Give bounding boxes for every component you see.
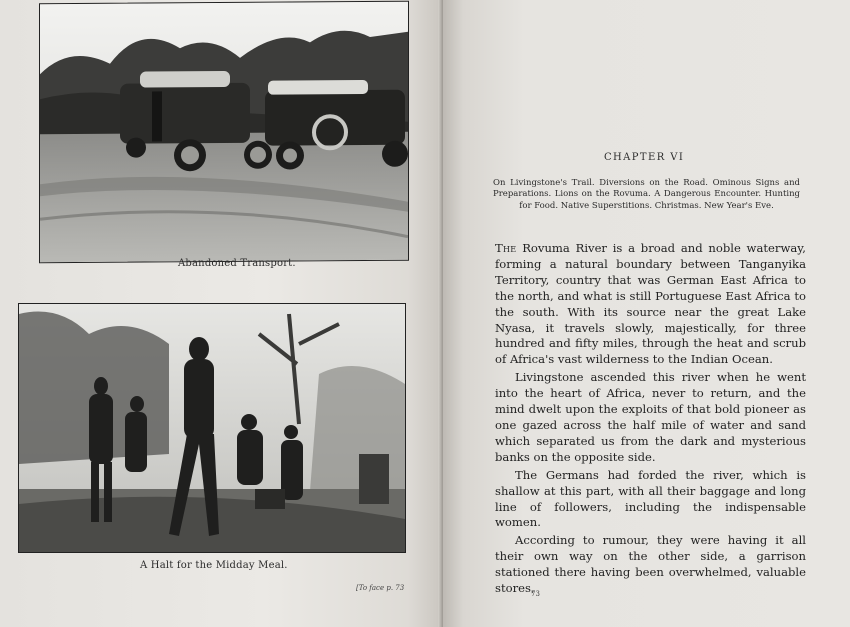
photo-midday-meal: [18, 303, 406, 553]
page-number: 73: [531, 590, 540, 598]
photo-abandoned-transport: [39, 1, 409, 264]
paragraph-1-lead: The: [495, 241, 517, 255]
paragraph-4: According to rumour, they were having it all their own way on the other side, a garrison stationed there having been overwhelmed, valuable stores,: [495, 533, 806, 596]
paragraph-1: [495, 241, 806, 368]
chapter-synopsis: On Livingstone's Trail. Diversions on the Road. Ominous Signs and Preparations. Lions on the Rovuma. A Dangerous Encounter. Hunting for Food. Native Superstitions. Christmas. New Year's Eve.: [493, 178, 800, 211]
photo2-caption: A Halt for the Midday Meal.: [140, 560, 288, 571]
chapter-heading: CHAPTER VI: [604, 152, 685, 163]
to-face-page-note: [To face p. 73: [356, 584, 405, 592]
paragraph-1-text: Rovuma River is a broad and noble waterway, forming a natural boundary between Tanganyika Territory, country that was German East Africa to the north, and what is still Portuguese East Africa to the south. With its source near the great Lake Nyasa, it travels slowly, majestically, for three hundred and fifty miles, through the heat and scrub of Africa's vast wilderness to the Indian Ocean.: [495, 241, 806, 367]
photo1-caption: Abandoned Transport.: [178, 258, 296, 269]
chapter-body-text: [495, 241, 806, 599]
paragraph-3: The Germans had forded the river, which is shallow at this part, with all their baggage and long line of followers, including the indispensable women.: [495, 467, 806, 530]
paragraph-2: Livingstone ascended this river when he went into the heart of Africa, never to return, and the mind dwelt upon the exploits of that bold pioneer as one gazed across the half mile of water and sand which separated us from the dark and mysterious banks on the opposite side.: [495, 370, 806, 464]
